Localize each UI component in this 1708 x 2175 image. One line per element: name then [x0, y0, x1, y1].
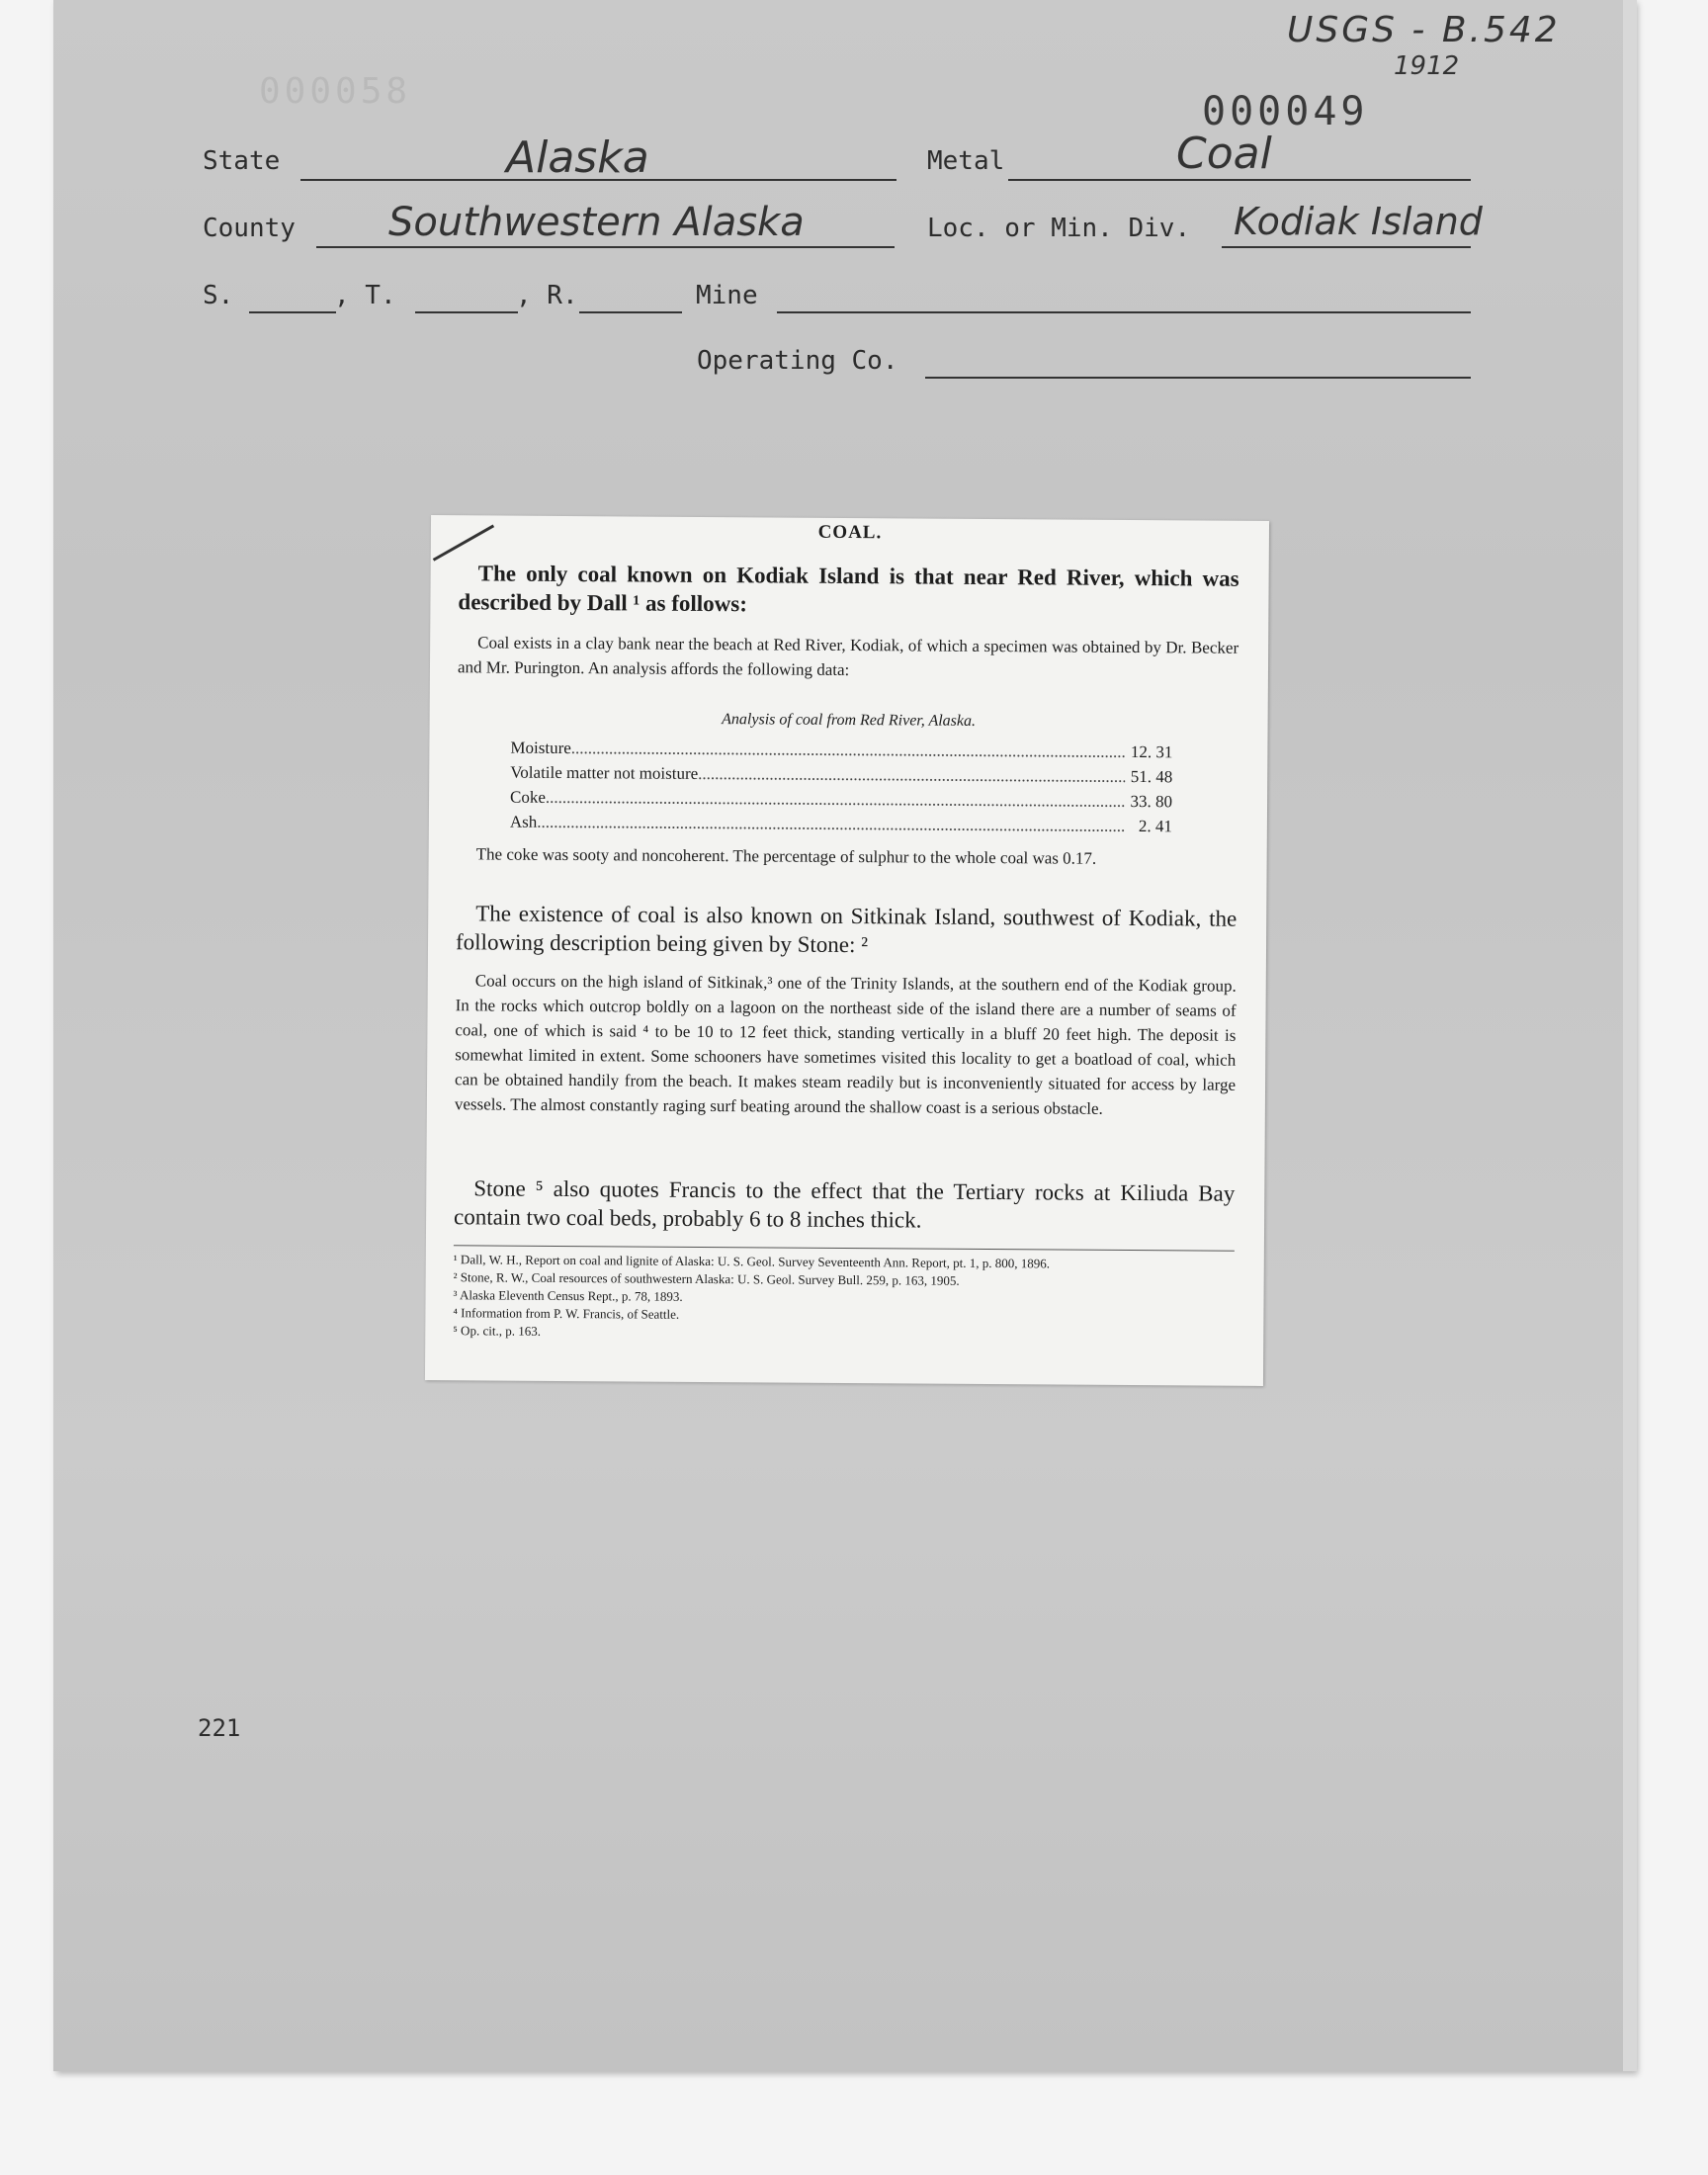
footnote: ³ Alaska Eleventh Census Rept., p. 78, 1893.: [453, 1287, 683, 1304]
sitkinak-paragraph: The existence of coal is also known on Sitkinak Island, southwest of Kodiak, the following description being given by Stone: ²: [455, 901, 1238, 958]
serial-number: 000049: [1202, 89, 1369, 134]
operating-co-rule: [925, 377, 1471, 379]
analysis-table: [510, 736, 1173, 839]
analysis-value: 2. 41: [1138, 817, 1172, 836]
county-label: County: [203, 214, 296, 243]
analysis-title: Analysis of coal from Red River, Alaska.: [722, 711, 977, 730]
mine-rule: [777, 311, 1471, 313]
locdiv-label: Loc. or Min. Div.: [927, 214, 1191, 243]
card-edge: [1623, 0, 1637, 2071]
analysis-label: Coke: [510, 787, 547, 807]
leader-dots: [698, 761, 1125, 789]
coke-note: The coke was sooty and noncoherent. The percentage of sulphur to the whole coal was 0.17.: [475, 844, 1097, 868]
dall-quote: Coal exists in a clay bank near the beach at Red River, Kodiak, of which a specimen was obtained by Dr. Becker and Mr. Purington. An analysis affords the following data:: [457, 633, 1239, 680]
clipping-heading: COAL.: [817, 521, 883, 544]
page-number: 221: [198, 1714, 241, 1742]
analysis-label: Ash: [509, 812, 538, 831]
analysis-row: [510, 810, 1172, 839]
footnote-rule: [454, 1245, 1235, 1252]
footnote: ¹ Dall, W. H., Report on coal and lignite of Alaska: U. S. Geol. Survey Seventeenth Ann. Report, pt. 1, p. 800, 1896.: [453, 1252, 1051, 1271]
township-label: , T.: [334, 281, 396, 310]
footnote: ⁵ Op. cit., p. 163.: [453, 1323, 542, 1339]
analysis-value: 12. 31: [1130, 741, 1173, 762]
metal-label: Metal: [927, 146, 1005, 176]
county-rule: [316, 246, 895, 248]
operating-co-label: Operating Co.: [697, 346, 898, 376]
analysis-label: Moisture: [510, 738, 571, 758]
report-clipping: [425, 515, 1269, 1386]
leader-dots: [571, 736, 1126, 764]
metal-value: Coal: [1176, 129, 1272, 179]
range-rule: [579, 311, 682, 313]
francis-paragraph: Stone ⁵ also quotes Francis to the effect that the Tertiary rocks at Kiliuda Bay contain two coal beds, probably 6 to 8 inches thick.: [454, 1175, 1236, 1233]
ghost-serial-number: 000058: [259, 71, 412, 112]
locdiv-value: Kodiak Island: [1234, 200, 1483, 243]
section-rule: [249, 311, 336, 313]
section-label: S.: [203, 281, 234, 310]
state-value: Alaska: [506, 132, 649, 183]
leader-dots: [537, 810, 1125, 838]
stone-quote: Coal occurs on the high island of Sitkinak,³ one of the Trinity Islands, at the southern end of the Kodiak group. In the rocks which outcrop boldly on a lagoon on the northeast side of the island there are a number of seams of coal, one of which is said ⁴ to be 10 to 12 feet thick, standing vertically in a bluff 20 feet high. The deposit is somewhat limited in extent. Some schooners have sometimes visited this locality to get a boatload of coal, which can be obtained handily from the beach. It makes steam readily but is inconveniently situated for access by large vessels. The almost constantly raging surf beating around the shallow coast is a serious obstacle.: [454, 971, 1237, 1118]
analysis-value: 33. 80: [1130, 791, 1173, 812]
county-value: Southwestern Alaska: [388, 200, 805, 245]
reference-year: 1912: [1394, 51, 1460, 81]
range-label: , R.: [516, 281, 578, 310]
state-label: State: [203, 146, 281, 176]
intro-paragraph: The only coal known on Kodiak Island is that near Red River, which was described by Dall ¹ as follows:: [458, 561, 1239, 617]
metal-rule: [1008, 179, 1471, 181]
analysis-value: 51. 48: [1130, 766, 1173, 787]
footnotes: [453, 1251, 1235, 1346]
mine-label: Mine: [696, 281, 758, 310]
analysis-label: Volatile matter not moisture: [510, 762, 699, 783]
reference-code: USGS - B.542: [1287, 10, 1561, 50]
footnote: ² Stone, R. W., Coal resources of southwestern Alaska: U. S. Geol. Survey Bull. 259, p. 163, 1905.: [453, 1269, 960, 1288]
township-rule: [415, 311, 518, 313]
locdiv-rule: [1222, 246, 1471, 248]
footnote: ⁴ Information from P. W. Francis, of Seattle.: [453, 1305, 680, 1322]
